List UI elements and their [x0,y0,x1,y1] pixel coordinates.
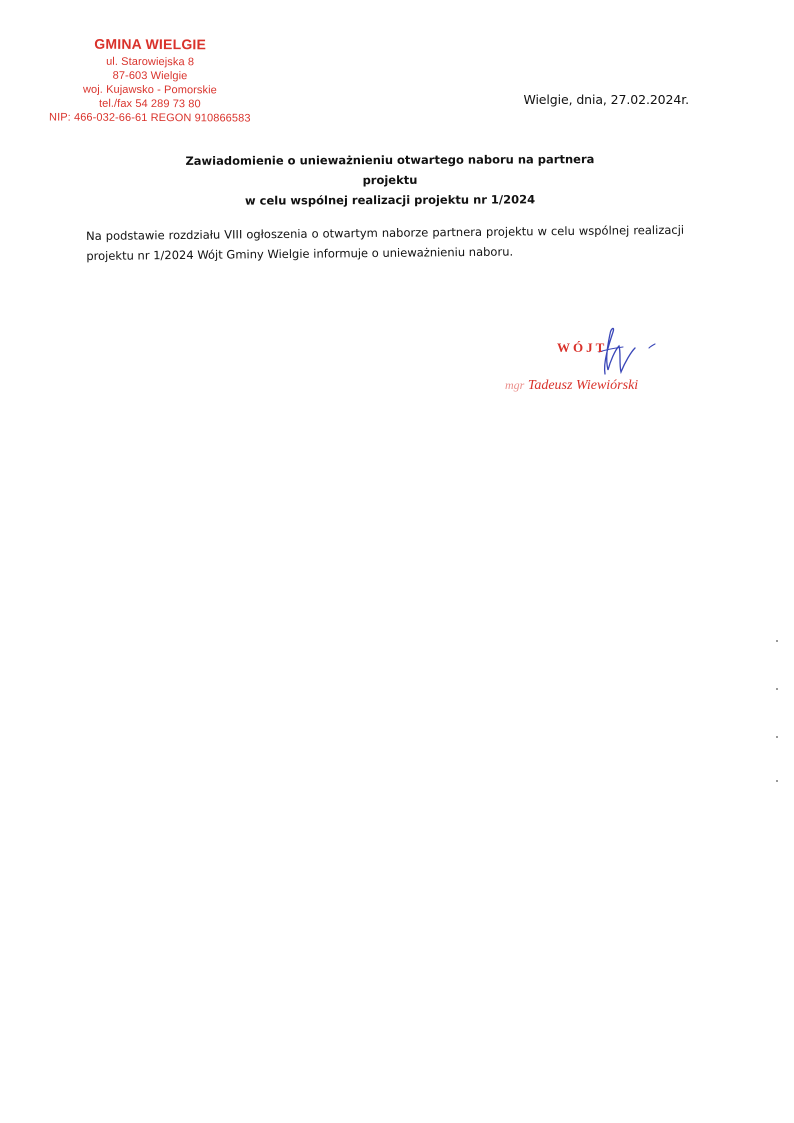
signature-block [505,322,695,412]
stamp-address-postal: 87-603 Wielgie [112,69,188,83]
heading-line-2: w celu wspólnej realizacji projektu nr 1/2024 [245,192,536,208]
stamp-address-street: ul. Starowiejska 8 [106,55,195,69]
stamp-address-voivodeship: woj. Kujawsko - Pomorskie [82,83,217,97]
document-heading [160,149,620,211]
heading-line-1: Zawiadomienie o unieważnieniu otwartego naboru na partnera projektu [185,152,595,188]
stamp-title: GMINA WIELGIE [94,35,207,53]
signature-name-prefix: mgr [505,378,525,392]
document-date: Wielgie, dnia, 27.02.2024r. [523,92,689,107]
scan-edge-marks [776,640,780,790]
body-paragraph: Na podstawie rozdziału VIII ogłoszenia o otwartym naborze partnera projektu w celu wspólnej realizacji projektu nr 1/2024 Wójt Gminy Wielgie informuje o unieważnieniu naboru. [86,222,685,263]
stamp-phone: tel./fax 54 289 73 80 [98,97,201,111]
municipality-stamp [40,35,260,125]
signature-name [505,378,638,394]
signature-name-text: Tadeusz Wiewiórski [527,378,639,393]
stamp-tax-ids: NIP: 466-032-66-61 REGON 910866583 [49,111,251,125]
signature-title: WÓJT [557,340,608,355]
